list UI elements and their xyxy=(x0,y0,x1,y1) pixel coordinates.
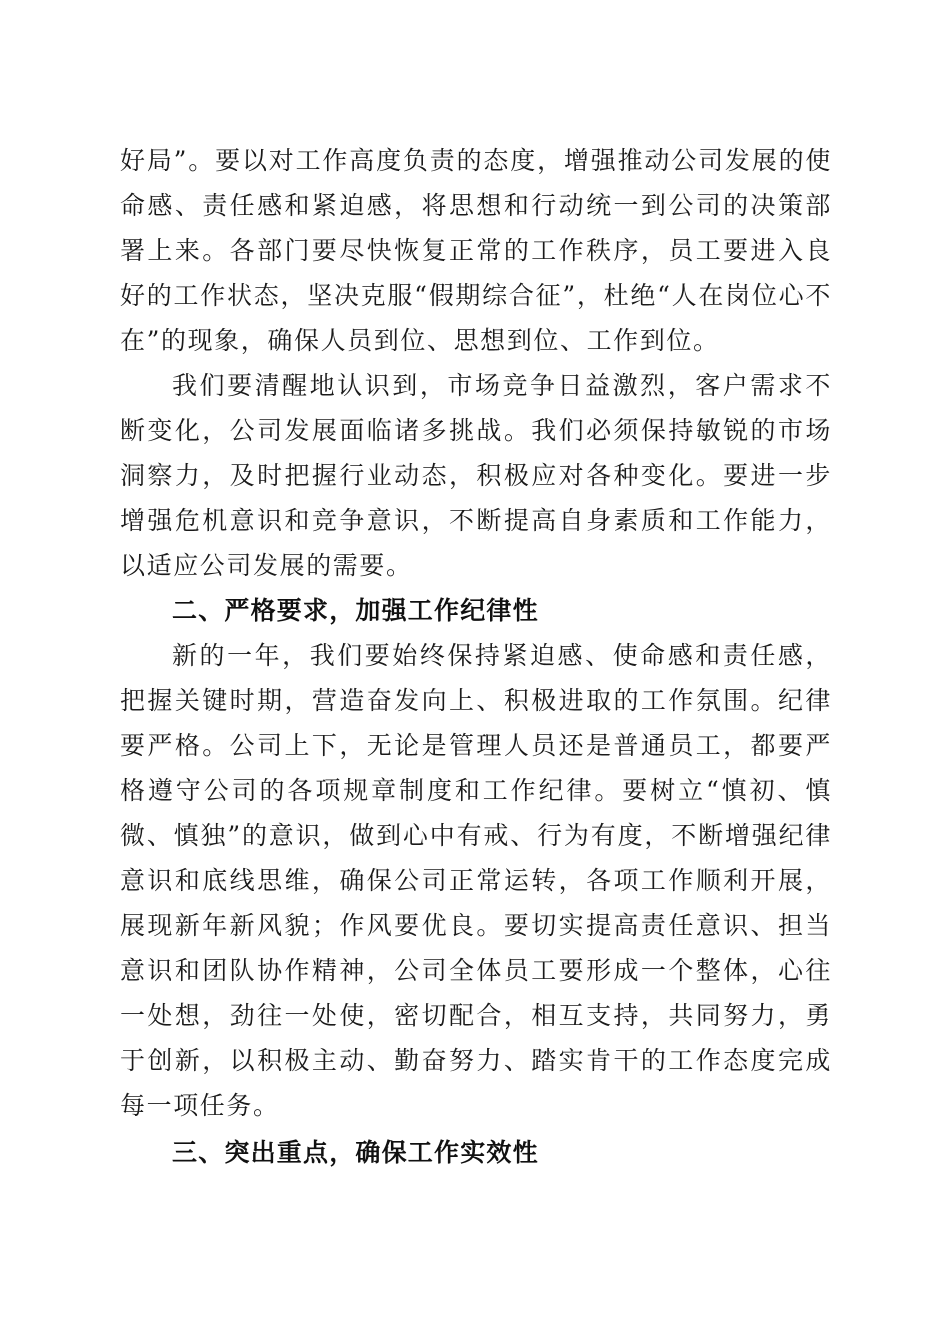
document-body xyxy=(120,138,832,1175)
section-heading-priorities: 三、突出重点，确保工作实效性 xyxy=(172,1138,539,1167)
paragraph-market-challenges: 我们要清醒地认识到，市场竞争日益激烈，客户需求不断变化，公司发展面临诸多挑战。我们必须保持敏锐的市场洞察力，及时把握行业动态，积极应对各种变化。要进一步增强危机意识和竞争意识，不断提高自身素质和工作能力，以适应公司发展的需要。 xyxy=(120,371,832,580)
paragraph-intro-continuation: 好局”。要以对工作高度负责的态度，增强推动公司发展的使命感、责任感和紧迫感，将思想和行动统一到公司的决策部署上来。各部门要尽快恢复正常的工作秩序，员工要进入良好的工作状态，坚决克服“假期综合征”，杜绝“人在岗位心不在”的现象，确保人员到位、思想到位、工作到位。 xyxy=(120,146,832,355)
section-heading-discipline: 二、严格要求，加强工作纪律性 xyxy=(172,596,539,625)
paragraph-discipline: 新的一年，我们要始终保持紧迫感、使命感和责任感，把握关键时期，营造奋发向上、积极进取的工作氛围。纪律要严格。公司上下，无论是管理人员还是普通员工，都要严格遵守公司的各项规章制度和工作纪律。要树立“慎初、慎微、慎独”的意识，做到心中有戒、行为有度，不断增强纪律意识和底线思维，确保公司正常运转，各项工作顺利开展，展现新年新风貌；作风要优良。要切实提高责任意识、担当意识和团队协作精神，公司全体员工要形成一个整体，心往一处想，劲往一处使，密切配合，相互支持，共同努力，勇于创新，以积极主动、勤奋努力、踏实肯干的工作态度完成每一项任务。 xyxy=(120,641,832,1120)
